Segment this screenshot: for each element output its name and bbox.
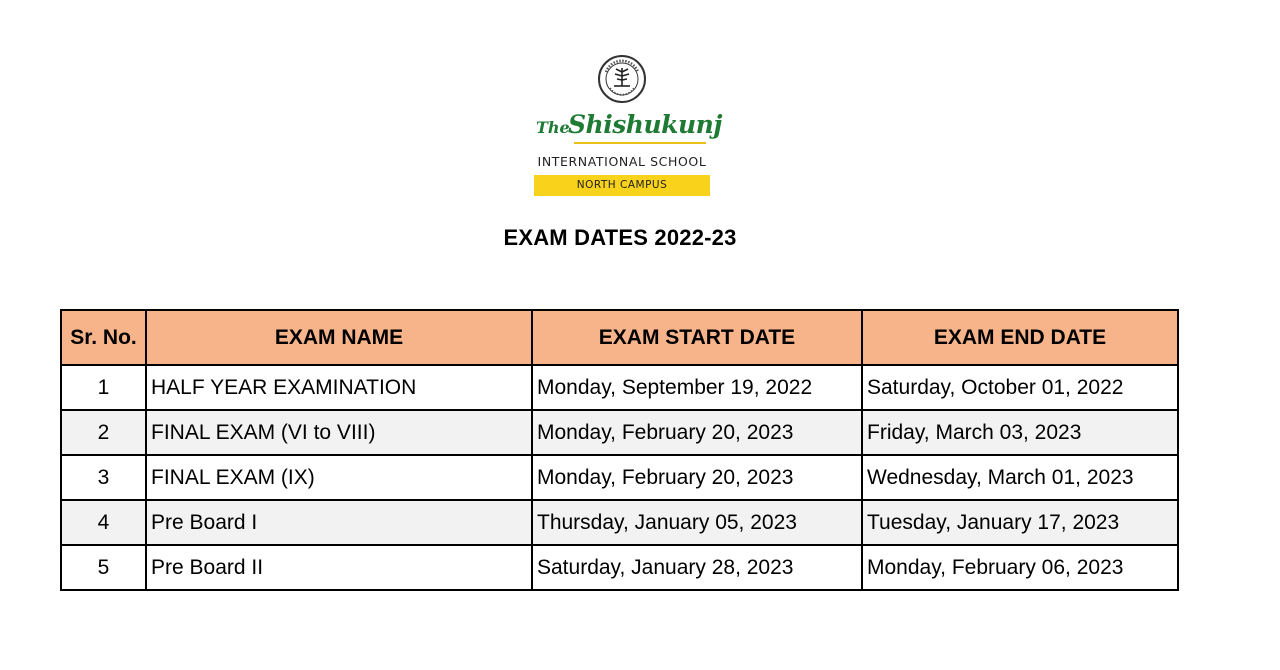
cell-sr-no: 4 (61, 500, 146, 545)
cell-sr-no: 5 (61, 545, 146, 590)
table-header-row (61, 310, 1178, 365)
table-row (61, 500, 1178, 545)
table-row (61, 365, 1178, 410)
cell-sr-no: 2 (61, 410, 146, 455)
column-header-exam-name: EXAM NAME (146, 310, 532, 365)
cell-exam-name: FINAL EXAM (IX) (146, 455, 532, 500)
cell-exam-name: HALF YEAR EXAMINATION (146, 365, 532, 410)
campus-banner: NORTH CAMPUS (534, 175, 710, 196)
table-row (61, 545, 1178, 590)
table-row (61, 455, 1178, 500)
cell-end-date: Saturday, October 01, 2022 (862, 365, 1178, 410)
school-wordmark (534, 108, 722, 148)
school-seal-icon (597, 54, 647, 104)
cell-end-date: Monday, February 06, 2023 (862, 545, 1178, 590)
exam-dates-table (60, 309, 1179, 591)
brand-name-text: Shishukunj (568, 110, 722, 139)
school-logo (534, 50, 722, 198)
cell-sr-no: 1 (61, 365, 146, 410)
table-row (61, 410, 1178, 455)
column-header-start-date: EXAM START DATE (532, 310, 862, 365)
brand-underline (574, 142, 706, 144)
brand-the-text: The (536, 118, 570, 137)
cell-sr-no: 3 (61, 455, 146, 500)
cell-exam-name: Pre Board II (146, 545, 532, 590)
cell-start-date: Thursday, January 05, 2023 (532, 500, 862, 545)
cell-end-date: Tuesday, January 17, 2023 (862, 500, 1178, 545)
cell-end-date: Wednesday, March 01, 2023 (862, 455, 1178, 500)
school-subtitle: INTERNATIONAL SCHOOL (537, 154, 707, 169)
cell-start-date: Monday, February 20, 2023 (532, 410, 862, 455)
cell-start-date: Monday, February 20, 2023 (532, 455, 862, 500)
cell-exam-name: Pre Board I (146, 500, 532, 545)
cell-end-date: Friday, March 03, 2023 (862, 410, 1178, 455)
page-title: EXAM DATES 2022-23 (503, 225, 737, 250)
cell-start-date: Saturday, January 28, 2023 (532, 545, 862, 590)
column-header-end-date: EXAM END DATE (862, 310, 1178, 365)
column-header-sr: Sr. No. (61, 310, 146, 365)
cell-exam-name: FINAL EXAM (VI to VIII) (146, 410, 532, 455)
cell-start-date: Monday, September 19, 2022 (532, 365, 862, 410)
